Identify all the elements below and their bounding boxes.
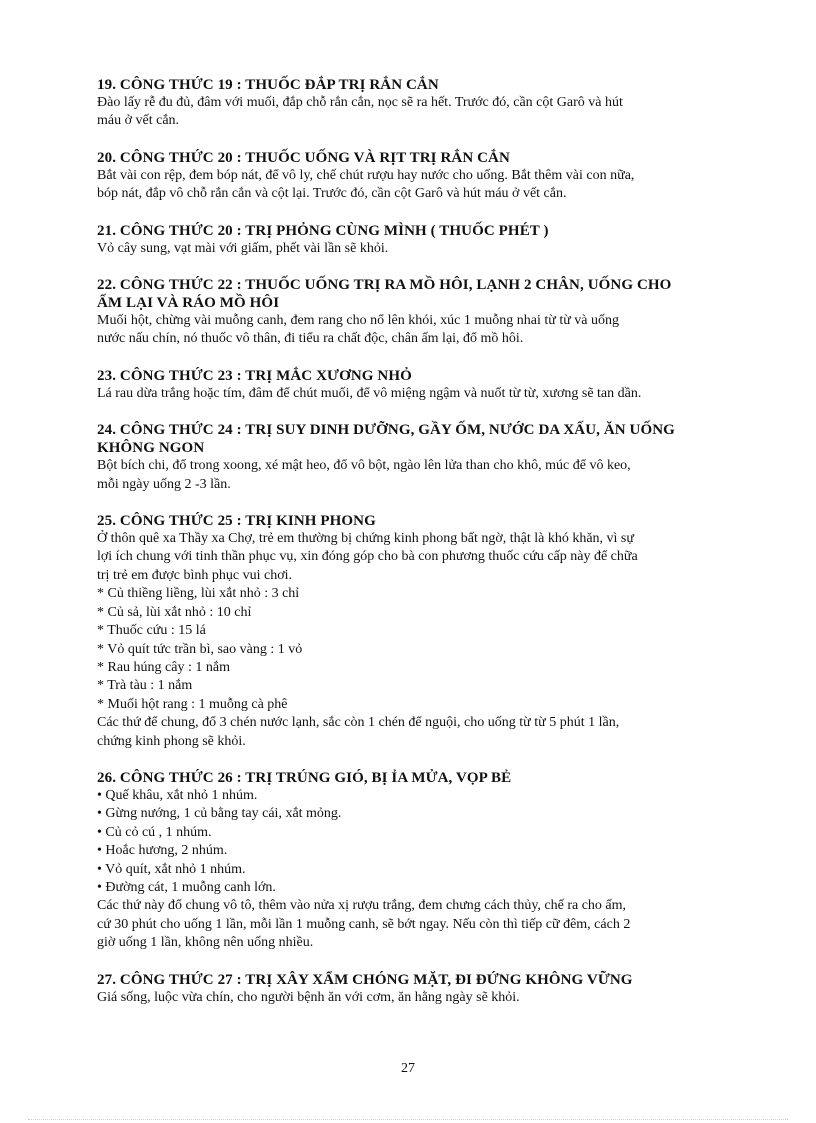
body-text-line: Ở thôn quê xa Thầy xa Chợ, trẻ em thường bị chứng kinh phong bất ngờ, thật là khó khăn, vì sự: [97, 531, 634, 547]
section-heading: ẤM LẠI VÀ RÁO MỒ HÔI: [97, 295, 280, 312]
body-text-line: Đào lấy rễ đu đủ, đâm với muối, đắp chỗ rắn cắn, nọc sẽ ra hết. Trước đó, cần cột Garô và hút: [97, 95, 623, 110]
body-text-line: * Rau húng cây : 1 nắm: [97, 659, 230, 675]
page-number: 27: [401, 1061, 415, 1076]
body-text-line: máu ở vết cắn.: [97, 113, 180, 129]
section-heading: 26. CÔNG THỨC 26 : TRỊ TRÚNG GIÓ, BỊ ỈA MỬA, VỌP BẺ: [97, 769, 512, 786]
section-heading: 25. CÔNG THỨC 25 : TRỊ KINH PHONG: [97, 513, 376, 530]
body-text-line: Vỏ cây sung, vạt mài với giấm, phết vài lần sẽ khỏi.: [97, 240, 389, 256]
body-text-line: Các thứ này đổ chung vô tô, thêm vào nửa xị rượu trắng, đem chưng cách thủy, chế ra cho ấm,: [97, 898, 627, 914]
body-text-line: nước nấu chín, nó thuốc vô thân, đi tiểu ra chất độc, chân ấm lại, đổ mồ hôi.: [97, 331, 524, 347]
recipe-section: [97, 769, 747, 953]
body-text-line: • Hoắc hương, 2 nhúm.: [97, 843, 228, 859]
body-text-line: Bắt vài con rệp, đem bóp nát, để vô ly, chế chút rượu hay nước cho uống. Bắt thêm vài con nữa,: [97, 167, 635, 183]
section-heading: 24. CÔNG THỨC 24 : TRỊ SUY DINH DƯỠNG, GẦY ỐM, NƯỚC DA XẤU, ĂN UỐNG: [97, 422, 675, 439]
section-heading: 21. CÔNG THỨC 20 : TRỊ PHỎNG CÙNG MÌNH ( THUỐC PHÉT ): [97, 222, 549, 239]
body-text-line: * Thuốc cứu : 15 lá: [97, 623, 206, 639]
body-text-line: lợi ích chung với tinh thần phục vụ, xin đóng góp cho bà con phương thuốc cứu cấp này để chữa: [97, 549, 638, 565]
recipe-section: [97, 276, 747, 349]
body-text-line: • Đường cát, 1 muỗng canh lớn.: [97, 879, 276, 895]
body-text-line: * Trà tàu : 1 nắm: [97, 678, 193, 694]
page-bottom-dotted-rule: [28, 1119, 788, 1120]
body-text-line: chứng kinh phong sẽ khỏi.: [97, 733, 246, 749]
recipe-section: [97, 222, 747, 258]
body-text-line: • Vỏ quít, xắt nhỏ 1 nhúm.: [97, 861, 246, 877]
recipe-section: [97, 76, 747, 131]
body-text-line: cứ 30 phút cho uống 1 lần, mỗi lần 1 muỗng canh, sẽ bớt ngay. Nếu còn thì tiếp cữ đêm, cách 2: [97, 916, 631, 932]
recipe-section: [97, 149, 747, 204]
recipe-section: [97, 421, 747, 494]
body-text-line: Bột bích chi, đổ trong xoong, xé mật heo, đổ vô bột, ngào lên lửa than cho khô, múc để vô keo,: [97, 458, 631, 474]
body-text-line: • Củ cỏ cú , 1 nhúm.: [97, 824, 212, 840]
body-text-line: giờ uống 1 lần, không nên uống nhiều.: [97, 935, 314, 951]
body-text-line: Các thứ để chung, đổ 3 chén nước lạnh, sắc còn 1 chén để nguội, cho uống từ từ 5 phút 1 lần,: [97, 715, 620, 731]
body-text-line: * Củ thiềng liềng, lùi xắt nhỏ : 3 chỉ: [97, 586, 300, 602]
body-text-line: mỗi ngày uống 2 -3 lần.: [97, 476, 231, 492]
body-text-line: • Gừng nướng, 1 củ bằng tay cái, xắt mỏng.: [97, 806, 342, 822]
section-heading: 20. CÔNG THỨC 20 : THUỐC UỐNG VÀ RỊT TRỊ RẮN CẮN: [97, 149, 510, 166]
body-text-line: Giá sống, luộc vừa chín, cho người bệnh ăn với cơm, ăn hằng ngày sẽ khỏi.: [97, 989, 520, 1005]
recipe-section: [97, 971, 747, 1007]
body-text-line: * Muối hột rang : 1 muỗng cà phê: [97, 696, 288, 712]
recipe-section: [97, 512, 747, 751]
body-text-line: Muối hột, chừng vài muỗng canh, đem rang cho nổ lên khói, xúc 1 muỗng nhai từ từ và uống: [97, 313, 620, 329]
body-text-line: Lá rau dừa trắng hoặc tím, đâm để chút muối, để vô miệng ngậm và nuốt từ từ, xương sẽ tan dần.: [97, 385, 642, 401]
recipe-section: [97, 367, 747, 403]
body-text-line: bóp nát, đắp vô chỗ rắn cắn và cột lại. Trước đó, cần cột Garô và hút máu ở vết cắn.: [97, 186, 567, 202]
section-heading: 22. CÔNG THỨC 22 : THUỐC UỐNG TRỊ RA MỒ HÔI, LẠNH 2 CHÂN, UỐNG CHO: [97, 277, 672, 294]
body-text-line: trị trẻ em được bình phục vui chơi.: [97, 567, 293, 583]
body-text-line: * Củ sả, lùi xắt nhỏ : 10 chỉ: [97, 604, 252, 620]
section-heading: KHÔNG NGON: [97, 440, 205, 457]
document-body: [97, 76, 747, 1025]
section-heading: 27. CÔNG THỨC 27 : TRỊ XÂY XẨM CHÓNG MẶT, ĐI ĐỨNG KHÔNG VỮNG: [97, 971, 633, 988]
section-heading: 19. CÔNG THỨC 19 : THUỐC ĐẮP TRỊ RẮN CẮN: [97, 77, 439, 93]
body-text-line: • Quế khâu, xắt nhỏ 1 nhúm.: [97, 787, 258, 803]
body-text-line: * Vỏ quít tức trần bì, sao vàng : 1 vỏ: [97, 641, 303, 657]
section-heading: 23. CÔNG THỨC 23 : TRỊ MẮC XƯƠNG NHỎ: [97, 367, 412, 384]
